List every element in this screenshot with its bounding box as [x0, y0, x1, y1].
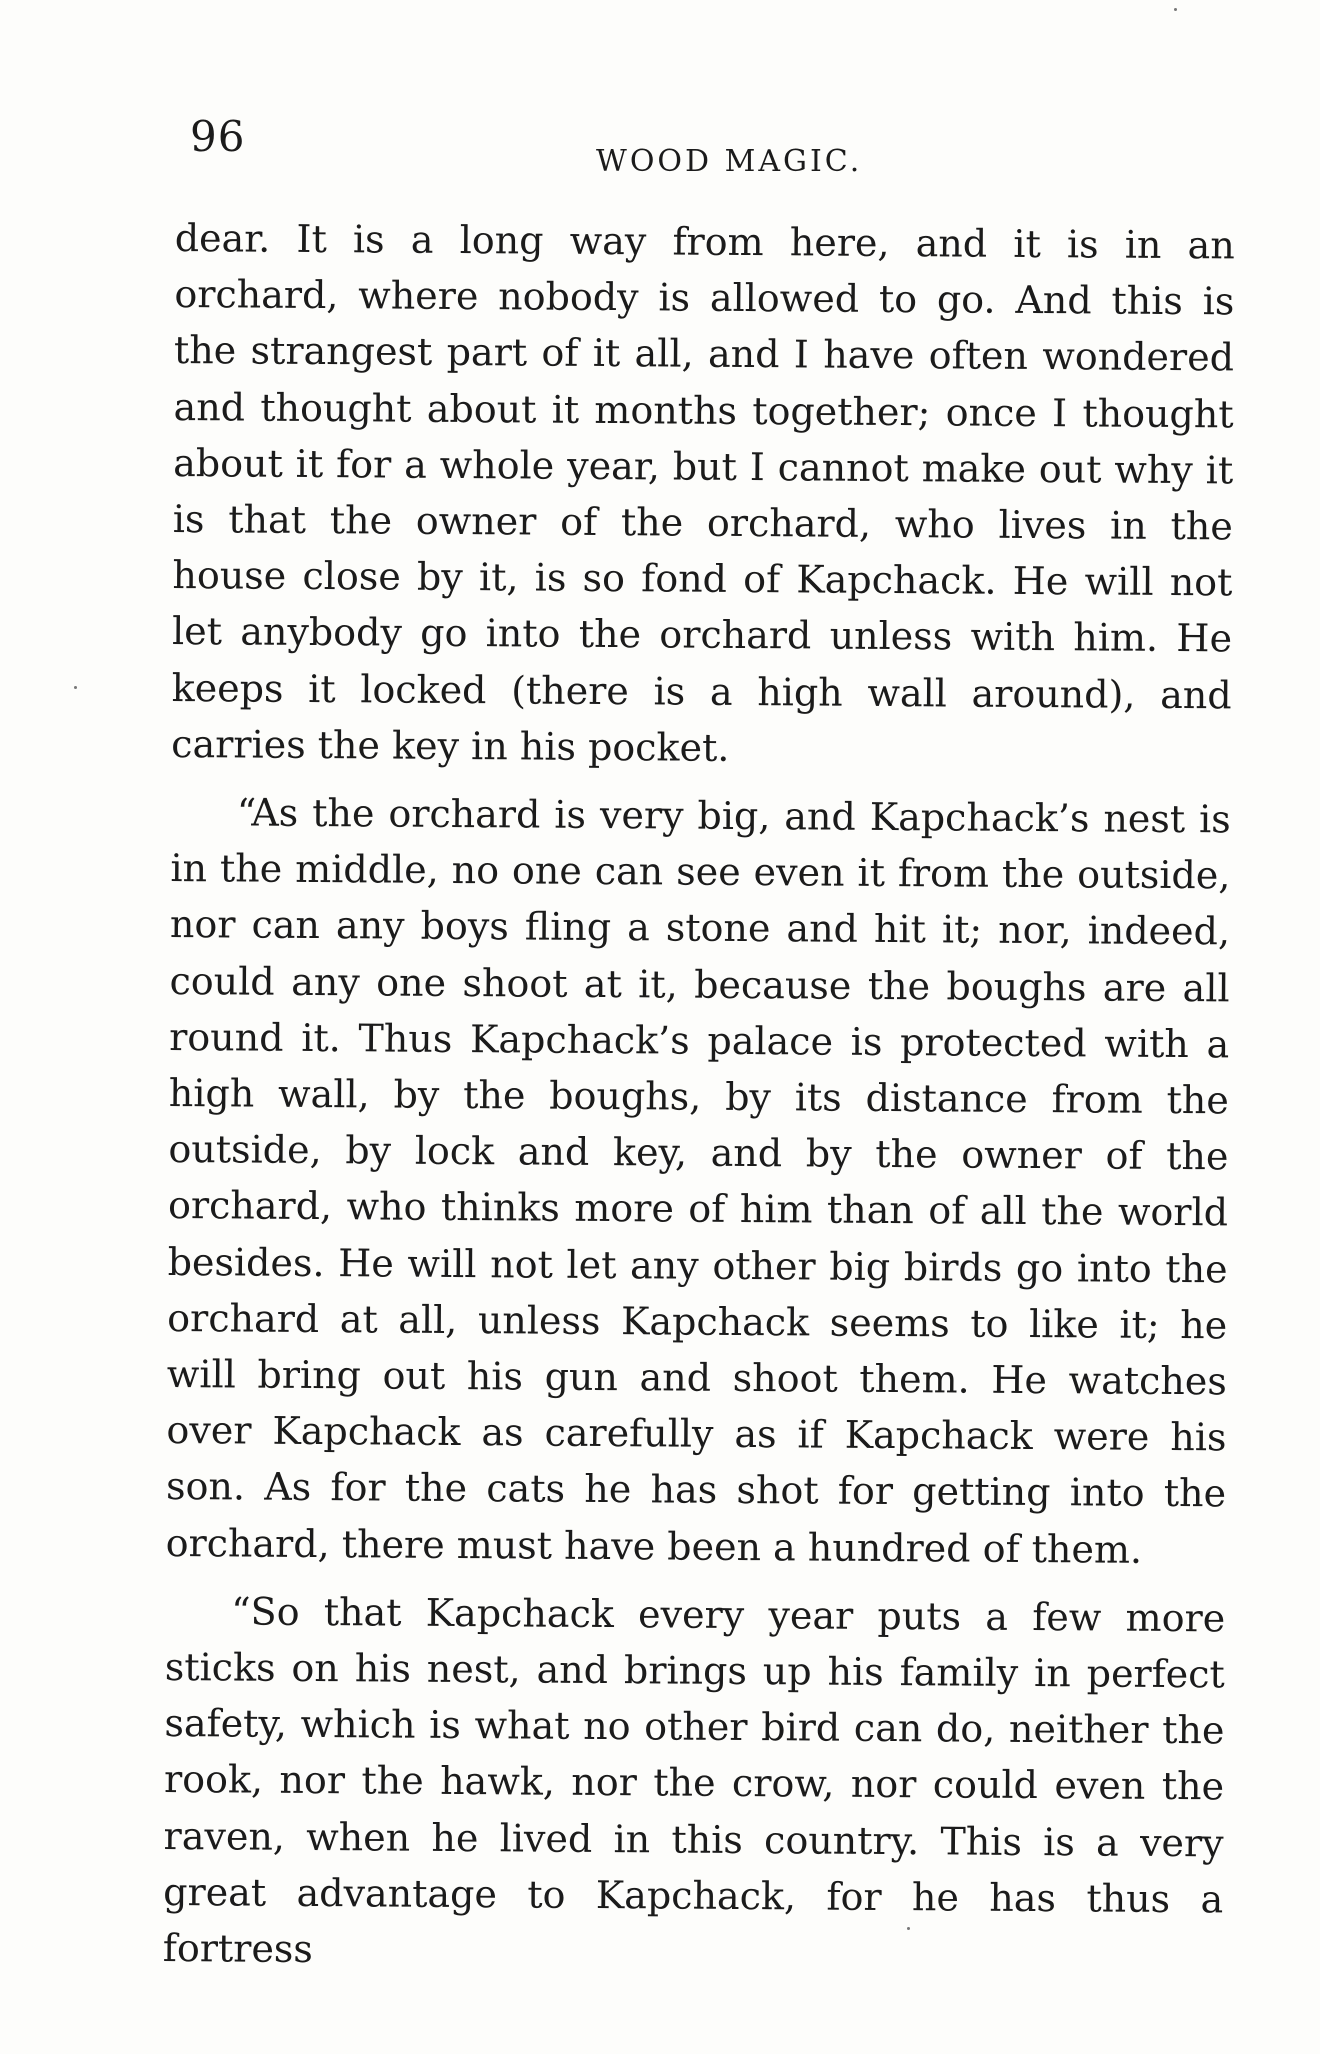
speck-left-margin — [74, 686, 77, 689]
paragraph-1: dear. It is a long way from here, and it is in an orchard, where nobody is allowed to go. And this is the strangest part of it all, and I have often wondered and thought about it months together; once I thought about it for a whole year, but I cannot make out why it is that the owner of the orchard, who lives in the house close by it, is so fond of Kapchack. He will not let anybody go into the orchard unless with him. He keeps it locked (there is a high wall around), and carries the key in his pocket. — [171, 215, 1235, 770]
body-text — [163, 210, 1235, 1984]
speck-bottom — [907, 1927, 910, 1930]
running-title: WOOD MAGIC. — [596, 144, 863, 179]
paragraph-2: “As the orchard is very big, and Kapchack’s nest is in the middle, no one can see even it from the outside, nor can any boys fling a stone and hit it; nor, indeed, could any one shoot at it, because the boughs are all round it. Thus Kapchack’s palace is protected with a high wall, by the boughs, by its distance from the outside, by lock and key, and by the owner of the orchard, who thinks more of him than of all the world besides. He will not let any other big birds go into the orchard at all, unless Kapchack seems to like it; he will bring out his gun and shoot them. He watches over Kapchack as carefully as if Kapchack were his son. As for the cats he has shot for getting into the orchard, there must have been a hundred of them. — [165, 790, 1231, 1572]
page-number: 96 — [190, 112, 246, 161]
speck-top-right — [1174, 8, 1177, 11]
paragraph-3: “So that Kapchack every year puts a few more sticks on his nest, and brings up his family in perfect safety, which is what no other bird can do, neither the rook, nor the hawk, nor the crow, nor could even the raven, when he lived in this country. This is a very great advantage to Kapchack, for he has thus a fortress — [162, 1589, 1226, 1972]
